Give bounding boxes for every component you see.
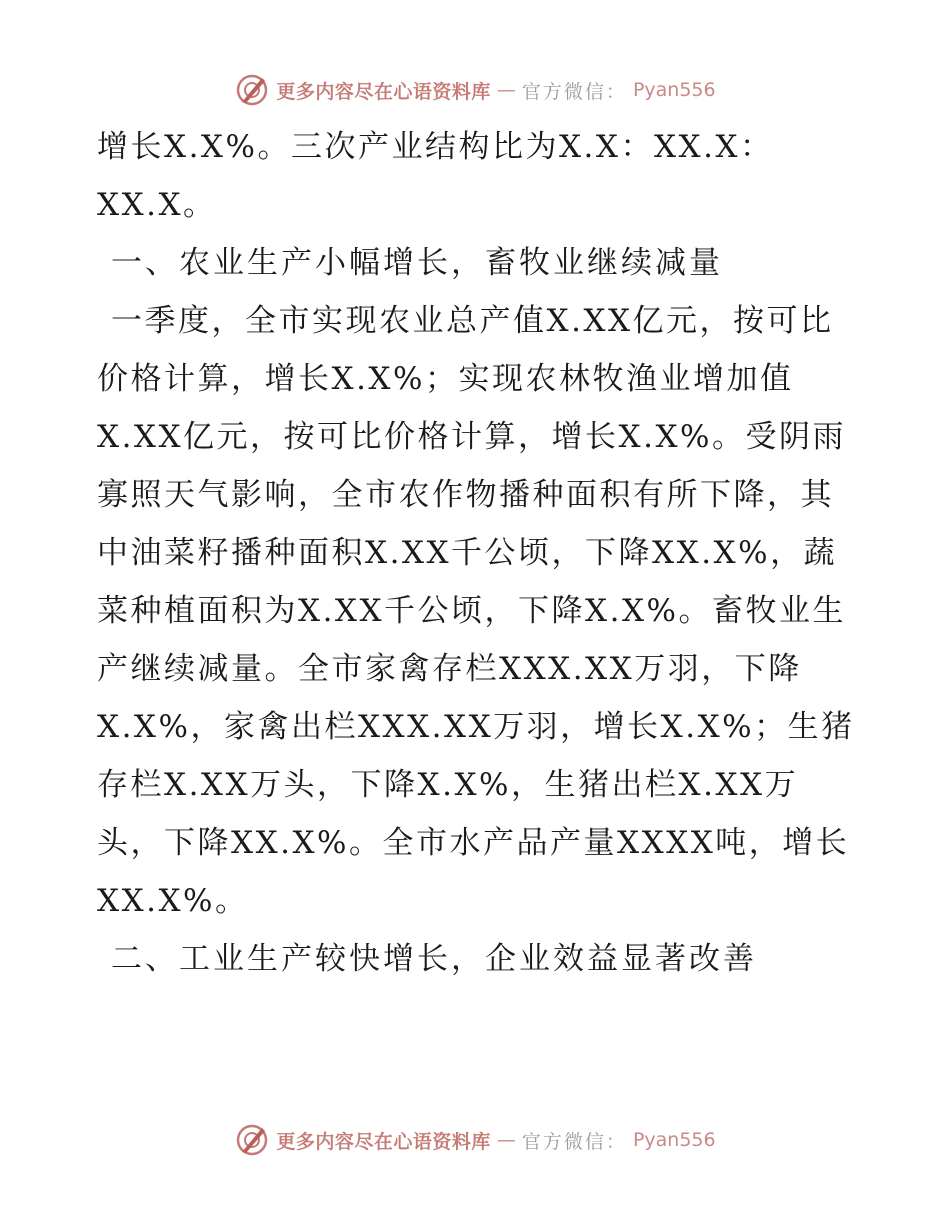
watermark-dash: — bbox=[496, 1129, 516, 1151]
watermark-id: Pyan556 bbox=[632, 1129, 716, 1151]
section-1-line-8: X.X%，家禽出栏XXX.XX万羽，增长X.X%；生猪 bbox=[97, 709, 855, 745]
quill-circle-icon bbox=[234, 1122, 270, 1158]
section-1-line-3: X.XX亿元，按可比价格计算，增长X.X%。受阴雨 bbox=[97, 419, 847, 455]
section-1-line-4: 寡照天气影响，全市农作物播种面积有所下降，其 bbox=[97, 477, 834, 513]
intro-line-2: XX.X。 bbox=[97, 187, 217, 223]
section-1-line-9: 存栏X.XX万头，下降X.X%，生猪出栏X.XX万 bbox=[97, 767, 799, 803]
quill-circle-icon bbox=[234, 72, 270, 108]
watermark-label: 官方微信： bbox=[521, 1130, 627, 1153]
header-watermark bbox=[0, 70, 950, 110]
document-body bbox=[97, 118, 857, 988]
section-1-line-11: XX.X%。 bbox=[97, 883, 249, 919]
footer-watermark bbox=[0, 1120, 950, 1160]
section-2-heading: 二、工业生产较快增长，企业效益显著改善 bbox=[111, 941, 757, 977]
section-1-line-5: 中油菜籽播种面积X.XX千公顷，下降XX.X%，蔬 bbox=[97, 535, 838, 571]
section-1-line-7: 产继续减量。全市家禽存栏XXX.XX万羽，下降 bbox=[97, 651, 802, 687]
watermark-brand: 更多内容尽在心语资料库 bbox=[276, 80, 491, 103]
watermark-brand: 更多内容尽在心语资料库 bbox=[276, 1130, 491, 1153]
watermark-id: Pyan556 bbox=[632, 79, 716, 101]
section-1-line-10: 头，下降XX.X%。全市水产品产量XXXX吨，增长 bbox=[97, 825, 850, 861]
intro-line-1: 增长X.X%。三次产业结构比为X.X：XX.X： bbox=[97, 129, 774, 165]
section-1-heading: 一、农业生产小幅增长，畜牧业继续减量 bbox=[111, 245, 723, 281]
watermark-dash: — bbox=[496, 79, 516, 101]
section-1-line-6: 菜种植面积为X.XX千公顷，下降X.X%。畜牧业生 bbox=[97, 593, 847, 629]
section-1-line-2: 价格计算，增长X.X%；实现农林牧渔业增加值 bbox=[97, 361, 794, 397]
section-1-line-1: 一季度，全市实现农业总产值X.XX亿元，按可比 bbox=[111, 303, 834, 339]
watermark-label: 官方微信： bbox=[521, 80, 627, 103]
